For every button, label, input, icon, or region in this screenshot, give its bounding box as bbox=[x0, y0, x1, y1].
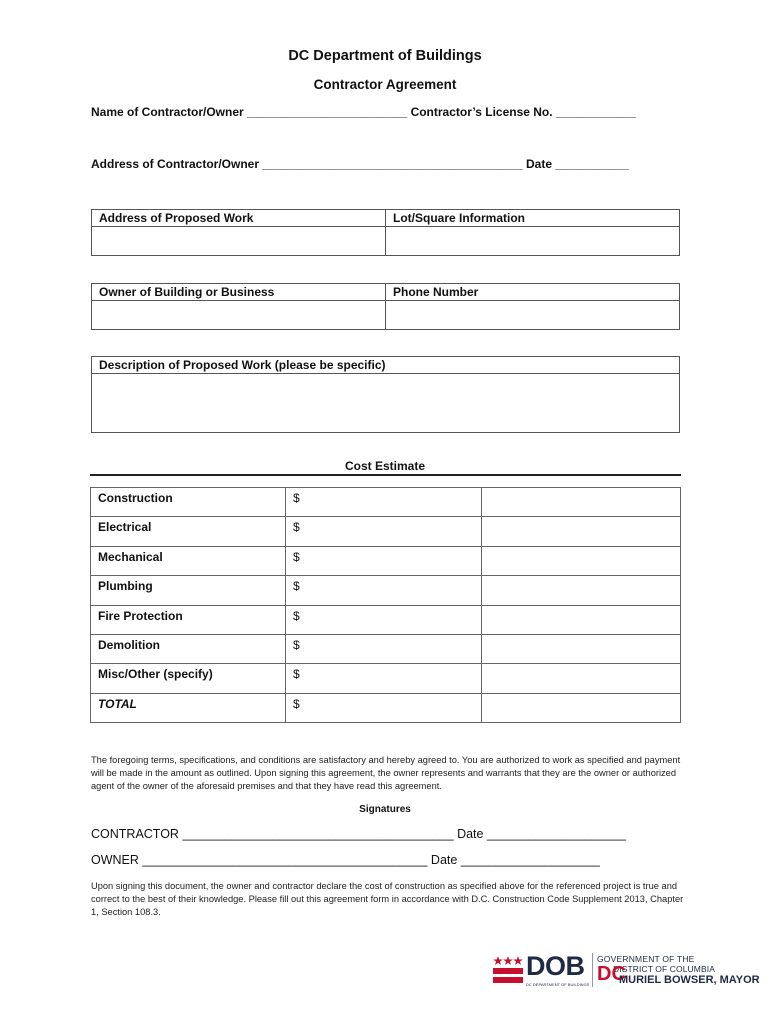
owner-date-blank[interactable]: ____________________ bbox=[460, 853, 600, 867]
date-blank[interactable]: ___________ bbox=[555, 157, 629, 171]
cost-amount-field[interactable]: $ bbox=[285, 488, 481, 517]
owner-date-label: Date bbox=[430, 853, 458, 867]
cost-estimate-title: Cost Estimate bbox=[344, 459, 426, 473]
phone-header: Phone Number bbox=[386, 284, 679, 301]
contractor-name-blank[interactable]: ________________________ bbox=[247, 105, 408, 119]
description-input[interactable] bbox=[92, 374, 679, 432]
owner-building-header: Owner of Building or Business bbox=[92, 284, 386, 301]
proposed-work-address-header: Address of Proposed Work bbox=[92, 210, 386, 227]
cost-notes-field[interactable] bbox=[481, 605, 680, 634]
proposed-work-address-input[interactable] bbox=[92, 227, 385, 255]
cost-row-label: Demolition bbox=[91, 634, 286, 663]
cost-row-label: Plumbing bbox=[91, 576, 286, 605]
lot-square-header: Lot/Square Information bbox=[386, 210, 679, 227]
cost-row-label: Misc/Other (specify) bbox=[91, 664, 286, 693]
cost-amount-field[interactable]: $ bbox=[285, 517, 481, 546]
signatures-title: Signatures bbox=[359, 804, 411, 815]
cost-row bbox=[91, 546, 681, 575]
footer-paragraph: Upon signing this document, the owner and contractor declare the cost of construction as specified above for the referenced project is true and correct to the best of their knowledge. Please fill out this agreement form in accordance with D.C. Construction Code Supplement 2013, Chapter 1, Section 108.3. bbox=[91, 881, 684, 917]
owner-signature-row bbox=[91, 853, 600, 867]
cost-notes-field[interactable] bbox=[481, 488, 680, 517]
logo-gov-line2: DISTRICT OF COLUMBIA bbox=[613, 964, 715, 974]
contractor-date-label: Date bbox=[457, 827, 484, 841]
page-title: DC Department of Buildings bbox=[288, 48, 482, 64]
description-header: Description of Proposed Work (please be specific) bbox=[92, 357, 679, 374]
contractor-date-blank[interactable]: ____________________ bbox=[486, 827, 626, 841]
license-blank[interactable]: ____________ bbox=[555, 105, 637, 119]
cost-row-label: Construction bbox=[91, 488, 286, 517]
cost-notes-field[interactable] bbox=[481, 634, 680, 663]
cost-notes-field[interactable] bbox=[481, 546, 680, 575]
owner-building-input[interactable] bbox=[92, 301, 385, 329]
dob-logo bbox=[493, 951, 760, 989]
contractor-address-blank[interactable]: _______________________________________ bbox=[262, 157, 523, 171]
cost-notes-field[interactable] bbox=[481, 517, 680, 546]
logo-dc: DC bbox=[597, 963, 626, 985]
contractor-signature-row bbox=[91, 827, 626, 841]
owner-signature-blank[interactable]: _________________________________________ bbox=[142, 853, 428, 867]
cost-amount-field[interactable]: $ bbox=[285, 576, 481, 605]
cost-row-label: TOTAL bbox=[91, 693, 286, 722]
cost-amount-field[interactable]: $ bbox=[285, 664, 481, 693]
cost-row-label: Fire Protection bbox=[91, 605, 286, 634]
page-subtitle: Contractor Agreement bbox=[313, 77, 457, 92]
owner-signature-label: OWNER bbox=[91, 853, 139, 867]
license-label: Contractor’s License No. bbox=[410, 105, 553, 119]
cost-notes-field[interactable] bbox=[481, 693, 680, 722]
logo-mayor: MURIEL BOWSER, MAYOR bbox=[619, 974, 760, 986]
contractor-address-row bbox=[91, 157, 629, 171]
contractor-signature-label: CONTRACTOR bbox=[91, 827, 179, 841]
cost-row bbox=[91, 576, 681, 605]
terms-paragraph: The foregoing terms, specifications, and conditions are satisfactory and hereby agreed to. You are authorized to work as specified and payment will be made in the amount as outlined. Upon signing this agreement, the owner represents and warrants that they are the owner or authorized agent of the owner of the aforesaid premises and that they have read this agreement. bbox=[91, 755, 681, 791]
cost-amount-field[interactable]: $ bbox=[285, 605, 481, 634]
cost-row-label: Electrical bbox=[91, 517, 286, 546]
cost-row-label: Mechanical bbox=[91, 546, 286, 575]
cost-amount-field[interactable]: $ bbox=[285, 546, 481, 575]
logo-divider bbox=[592, 953, 593, 987]
cost-row bbox=[91, 634, 681, 663]
cost-estimate-divider bbox=[90, 474, 681, 476]
cost-amount-field[interactable]: $ bbox=[285, 634, 481, 663]
cost-amount-field[interactable]: $ bbox=[285, 693, 481, 722]
logo-dept-subtext: DC DEPARTMENT OF BUILDINGS bbox=[526, 982, 590, 987]
description-box bbox=[91, 356, 680, 433]
proposed-work-box bbox=[91, 209, 680, 256]
contractor-address-label: Address of Contractor/Owner bbox=[91, 157, 260, 171]
logo-gov-line1: GOVERNMENT OF THE bbox=[597, 954, 695, 964]
cost-notes-field[interactable] bbox=[481, 664, 680, 693]
date-label: Date bbox=[526, 157, 553, 171]
cost-row bbox=[91, 664, 681, 693]
lot-square-input[interactable] bbox=[386, 227, 679, 255]
cost-row bbox=[91, 488, 681, 517]
owner-phone-box bbox=[91, 283, 680, 330]
cost-estimate-table bbox=[90, 487, 681, 723]
cost-row bbox=[91, 517, 681, 546]
contractor-name-row bbox=[91, 105, 636, 119]
logo-acronym: DOB bbox=[526, 951, 585, 981]
contractor-name-label: Name of Contractor/Owner bbox=[91, 105, 244, 119]
cost-row bbox=[91, 693, 681, 722]
contractor-signature-blank[interactable]: _______________________________________ bbox=[182, 827, 454, 841]
cost-notes-field[interactable] bbox=[481, 576, 680, 605]
phone-input[interactable] bbox=[386, 301, 679, 329]
cost-row bbox=[91, 605, 681, 634]
